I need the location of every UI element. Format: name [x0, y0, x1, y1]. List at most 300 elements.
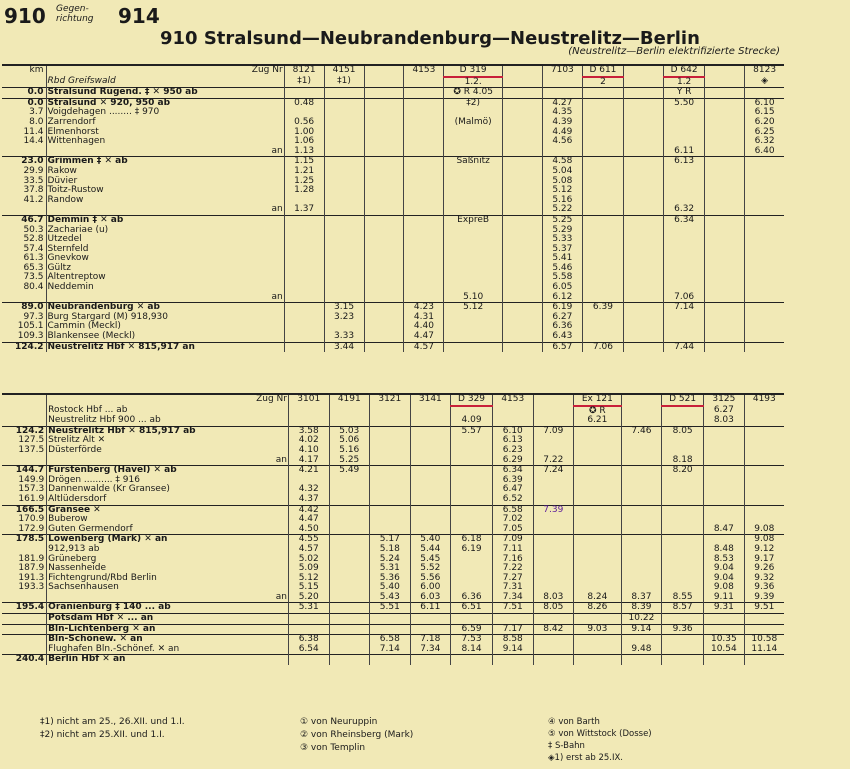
- time-cell: [444, 322, 503, 332]
- time-cell: [624, 108, 664, 118]
- time-cell: 1.15: [284, 157, 324, 167]
- time-cell: [364, 303, 404, 313]
- km-cell: 193.3: [18, 582, 45, 593]
- time-cell: [582, 264, 623, 274]
- time-cell: [324, 177, 364, 187]
- time-cell: [404, 205, 444, 215]
- time-cell: [624, 254, 664, 264]
- time-cell: 10.22: [621, 614, 662, 625]
- time-cell: [284, 332, 324, 342]
- time-cell: 6.13: [493, 436, 534, 446]
- rbd-label: Rbd Greifswald: [46, 77, 284, 88]
- time-cell: 1.28: [284, 186, 324, 196]
- time-cell: [451, 564, 493, 574]
- time-cell: 6.10: [745, 98, 784, 108]
- time-cell: [745, 235, 784, 245]
- footnote: ‡ S-Bahn: [548, 741, 585, 751]
- time-cell: [370, 655, 411, 665]
- station-cell: Grüneberg: [47, 555, 289, 565]
- time-cell: [664, 322, 705, 332]
- time-cell: [502, 98, 542, 108]
- train-number: D 521: [662, 394, 704, 406]
- km-cell: 50.3: [23, 224, 44, 235]
- station-cell: Strelitz Alt ✕: [47, 436, 289, 446]
- time-cell: 6.51: [451, 603, 493, 614]
- station-cell: Flughafen Bln.-Schönef. ✕ an: [47, 645, 289, 655]
- time-cell: [502, 196, 542, 206]
- time-cell: 9.48: [621, 645, 662, 655]
- time-cell: [324, 226, 364, 236]
- train-number: 7103: [542, 65, 582, 77]
- time-cell: 7.34: [493, 593, 534, 603]
- station-cell: Stralsund Rügend. ‡ ✕ 950 ab: [46, 88, 284, 99]
- station-cell: Gültz: [46, 264, 284, 274]
- time-cell: [582, 226, 623, 236]
- time-cell: 5.25: [542, 215, 582, 225]
- time-cell: [582, 88, 623, 99]
- km-cell: [2, 614, 47, 625]
- table-row: [2, 614, 784, 625]
- train-number: 4193: [744, 394, 784, 406]
- time-cell: [404, 147, 444, 157]
- train-number: Ex 121: [574, 394, 622, 406]
- time-cell: [662, 555, 704, 565]
- time-cell: [451, 555, 493, 565]
- time-cell: 7.17: [493, 624, 534, 635]
- time-cell: [621, 406, 662, 417]
- time-cell: [745, 205, 784, 215]
- station-cell: an: [46, 147, 284, 157]
- time-cell: [284, 293, 324, 303]
- time-cell: [745, 186, 784, 196]
- time-cell: [502, 118, 542, 128]
- time-cell: 8.42: [533, 624, 574, 635]
- time-cell: [410, 515, 451, 525]
- time-cell: [574, 485, 622, 495]
- time-cell: [582, 245, 623, 255]
- time-cell: 6.13: [664, 157, 705, 167]
- km-cell: 157.3: [18, 484, 45, 495]
- time-cell: [324, 186, 364, 196]
- time-cell: [451, 655, 493, 665]
- time-cell: [705, 235, 745, 245]
- km-cell: 124.2: [15, 425, 45, 436]
- time-cell: 1.13: [284, 147, 324, 157]
- station-cell: Cammin (Meckl): [46, 322, 284, 332]
- station-cell: Buberow: [47, 515, 289, 525]
- table-row: [2, 293, 784, 303]
- time-cell: [533, 614, 574, 625]
- time-cell: [451, 614, 493, 625]
- time-cell: [329, 416, 370, 426]
- time-cell: [745, 215, 784, 225]
- time-cell: [624, 88, 664, 99]
- time-cell: 7.46: [621, 426, 662, 436]
- time-cell: 8.39: [621, 603, 662, 614]
- time-cell: [705, 215, 745, 225]
- time-cell: [444, 332, 503, 342]
- time-cell: [444, 196, 503, 206]
- time-cell: [704, 446, 745, 456]
- time-cell: [404, 245, 444, 255]
- time-cell: [574, 635, 622, 645]
- time-cell: [704, 655, 745, 665]
- time-cell: [621, 525, 662, 535]
- time-cell: [329, 624, 370, 635]
- time-cell: [664, 254, 705, 264]
- station-cell: an: [47, 456, 289, 466]
- km-cell: 41.2: [23, 194, 44, 205]
- time-cell: [329, 515, 370, 525]
- time-cell: [410, 446, 451, 456]
- time-cell: [664, 177, 705, 187]
- time-cell: [284, 264, 324, 274]
- station-cell: Wittenhagen: [46, 137, 284, 147]
- time-cell: [364, 147, 404, 157]
- time-cell: [662, 495, 704, 505]
- km-cell: 3.7: [29, 107, 44, 118]
- table-row: [2, 215, 784, 225]
- time-cell: 8.47: [704, 525, 745, 535]
- time-cell: [582, 332, 623, 342]
- train-note: [542, 77, 582, 88]
- time-cell: [329, 485, 370, 495]
- station-cell: Berlin Hbf ✕ an: [47, 655, 289, 665]
- time-cell: [582, 167, 623, 177]
- footnote: ① von Neuruppin: [300, 717, 378, 727]
- page-title: 910 Stralsund—Neubrandenburg—Neustrelitz—Berlin: [160, 28, 700, 49]
- time-cell: 9.32: [744, 574, 784, 584]
- time-cell: [624, 118, 664, 128]
- time-cell: [624, 177, 664, 187]
- time-cell: ✪ R: [574, 406, 622, 417]
- train-number: 4151: [324, 65, 364, 77]
- km-cell: [2, 205, 46, 215]
- time-cell: [451, 525, 493, 535]
- time-cell: [621, 466, 662, 476]
- time-cell: [444, 342, 503, 352]
- time-cell: [705, 128, 745, 138]
- time-cell: [451, 446, 493, 456]
- time-cell: [664, 118, 705, 128]
- time-cell: [370, 456, 411, 466]
- km-cell: 137.5: [18, 444, 45, 455]
- time-cell: [284, 283, 324, 293]
- time-cell: [624, 313, 664, 323]
- time-cell: 9.14: [621, 624, 662, 635]
- timetable-section-2: [2, 393, 784, 665]
- time-cell: 8.14: [451, 645, 493, 655]
- time-cell: 5.03: [329, 426, 370, 436]
- time-cell: [329, 535, 370, 545]
- time-cell: [502, 88, 542, 99]
- station-cell: Grimmen ‡ ✕ ab: [46, 157, 284, 167]
- station-cell: Randow: [46, 196, 284, 206]
- time-cell: 5.22: [542, 205, 582, 215]
- time-cell: 8.05: [662, 426, 704, 436]
- time-cell: [533, 645, 574, 655]
- table-row: [2, 108, 784, 118]
- time-cell: 6.57: [542, 342, 582, 352]
- page-subtitle: (Neustrelitz—Berlin elektrifizierte Strecke): [568, 46, 780, 57]
- time-cell: 5.12: [288, 574, 329, 584]
- time-cell: [705, 303, 745, 313]
- station-cell: Zarrendorf: [46, 118, 284, 128]
- time-cell: 4.55: [288, 535, 329, 545]
- time-cell: [745, 332, 784, 342]
- time-cell: 1.00: [284, 128, 324, 138]
- time-cell: 4.42: [288, 505, 329, 515]
- time-cell: 7.06: [664, 293, 705, 303]
- station-cell: Elmenhorst: [46, 128, 284, 138]
- station-cell: Bln-Schönew. ✕ an: [47, 635, 289, 645]
- time-cell: [364, 245, 404, 255]
- time-cell: [364, 226, 404, 236]
- time-cell: [664, 313, 705, 323]
- time-cell: [662, 515, 704, 525]
- time-cell: [364, 196, 404, 206]
- time-cell: [574, 645, 622, 655]
- time-cell: [410, 476, 451, 486]
- time-cell: 5.46: [542, 264, 582, 274]
- time-cell: [324, 264, 364, 274]
- time-cell: [284, 215, 324, 225]
- time-cell: 9.26: [744, 564, 784, 574]
- time-cell: [582, 177, 623, 187]
- time-cell: [533, 495, 574, 505]
- time-cell: 8.03: [533, 593, 574, 603]
- gegenrichtung-label: Gegen- richtung: [56, 4, 94, 24]
- km-cell: 33.5: [23, 175, 44, 186]
- time-cell: [404, 128, 444, 138]
- time-cell: [582, 283, 623, 293]
- time-cell: [744, 416, 784, 426]
- time-cell: [744, 456, 784, 466]
- footnotes-col-3: [548, 716, 652, 764]
- time-cell: 6.32: [664, 205, 705, 215]
- time-cell: [404, 186, 444, 196]
- time-cell: [329, 564, 370, 574]
- time-cell: [745, 322, 784, 332]
- time-cell: 6.03: [410, 593, 451, 603]
- time-cell: [621, 456, 662, 466]
- time-cell: [502, 303, 542, 313]
- time-cell: [410, 416, 451, 426]
- time-cell: [624, 342, 664, 352]
- train-number: [621, 394, 662, 406]
- time-cell: [324, 98, 364, 108]
- train-number: 3121: [370, 394, 411, 406]
- time-cell: 6.15: [745, 108, 784, 118]
- station-cell: Fürstenberg (Havel) ✕ ab: [47, 466, 289, 476]
- time-cell: [582, 313, 623, 323]
- table-row: [2, 655, 784, 665]
- time-cell: [745, 264, 784, 274]
- time-cell: [744, 466, 784, 476]
- time-cell: 6.19: [542, 303, 582, 313]
- train-number: [533, 394, 574, 406]
- time-cell: [370, 614, 411, 625]
- time-cell: [624, 332, 664, 342]
- time-cell: [574, 564, 622, 574]
- time-cell: [533, 416, 574, 426]
- time-cell: [582, 186, 623, 196]
- time-cell: [451, 495, 493, 505]
- time-cell: 6.39: [493, 476, 534, 486]
- time-cell: 5.24: [370, 555, 411, 565]
- time-cell: [364, 332, 404, 342]
- time-cell: [444, 177, 503, 187]
- table-row: [2, 128, 784, 138]
- table-row: [2, 254, 784, 264]
- time-cell: [624, 196, 664, 206]
- time-cell: [324, 235, 364, 245]
- time-cell: 7.11: [493, 545, 534, 555]
- time-cell: 5.29: [542, 226, 582, 236]
- time-cell: 7.34: [410, 645, 451, 655]
- train-number: 3141: [410, 394, 451, 406]
- time-cell: [574, 495, 622, 505]
- time-cell: [502, 215, 542, 225]
- time-cell: [370, 515, 411, 525]
- time-cell: [502, 283, 542, 293]
- table-number-left: 910: [4, 4, 46, 28]
- time-cell: [621, 416, 662, 426]
- time-cell: [502, 264, 542, 274]
- time-cell: [582, 147, 623, 157]
- time-cell: [582, 322, 623, 332]
- time-cell: [324, 215, 364, 225]
- time-cell: 7.24: [533, 466, 574, 476]
- time-cell: [664, 235, 705, 245]
- time-cell: 7.16: [493, 555, 534, 565]
- station-cell: Gnevkow: [46, 254, 284, 264]
- time-cell: 5.50: [664, 98, 705, 108]
- time-cell: [451, 515, 493, 525]
- table-row: [2, 446, 784, 456]
- time-cell: [574, 505, 622, 515]
- time-cell: [364, 342, 404, 352]
- time-cell: [662, 535, 704, 545]
- time-cell: [624, 235, 664, 245]
- time-cell: [745, 273, 784, 283]
- time-cell: 7.06: [582, 342, 623, 352]
- time-cell: Saßnitz: [444, 157, 503, 167]
- time-cell: [705, 177, 745, 187]
- time-cell: [744, 505, 784, 515]
- time-cell: [621, 545, 662, 555]
- time-cell: [705, 157, 745, 167]
- time-cell: 7.14: [664, 303, 705, 313]
- time-cell: [329, 476, 370, 486]
- time-cell: [705, 108, 745, 118]
- time-cell: 6.21: [574, 416, 622, 426]
- time-cell: [444, 264, 503, 274]
- time-cell: [533, 545, 574, 555]
- km-cell: 0.0: [27, 97, 44, 108]
- time-cell: [502, 322, 542, 332]
- time-cell: [451, 476, 493, 486]
- time-cell: 5.12: [444, 303, 503, 313]
- time-cell: [744, 446, 784, 456]
- station-cell: Fichtengrund/Rbd Berlin: [47, 574, 289, 584]
- time-cell: 6.47: [493, 485, 534, 495]
- time-cell: 8.20: [662, 466, 704, 476]
- time-cell: 6.40: [745, 147, 784, 157]
- km-cell: 191.3: [18, 572, 45, 583]
- time-cell: 6.36: [451, 593, 493, 603]
- time-cell: 10.54: [704, 645, 745, 655]
- time-cell: [624, 98, 664, 108]
- train-number: 8123: [745, 65, 784, 77]
- station-cell: Voigdehagen ........ ‡ 970: [46, 108, 284, 118]
- km-cell: 80.4: [23, 282, 44, 293]
- time-cell: 7.22: [493, 564, 534, 574]
- time-cell: [624, 137, 664, 147]
- km-cell: [2, 416, 47, 426]
- time-cell: [533, 555, 574, 565]
- time-cell: [664, 226, 705, 236]
- time-cell: 4.50: [288, 525, 329, 535]
- time-cell: 4.56: [542, 137, 582, 147]
- table-row: [2, 264, 784, 274]
- station-cell: an: [47, 593, 289, 603]
- time-cell: [502, 137, 542, 147]
- time-cell: [705, 254, 745, 264]
- time-cell: [662, 505, 704, 515]
- time-cell: [582, 108, 623, 118]
- time-cell: [329, 645, 370, 655]
- train-note: ‡1): [284, 77, 324, 88]
- time-cell: 1.06: [284, 137, 324, 147]
- km-cell: [2, 635, 47, 645]
- time-cell: [364, 98, 404, 108]
- km-cell: 37.8: [23, 185, 44, 196]
- time-cell: 3.44: [324, 342, 364, 352]
- footnote: ⑤ von Wittstock (Dosse): [548, 729, 652, 739]
- time-cell: [582, 118, 623, 128]
- time-cell: [705, 313, 745, 323]
- time-cell: [704, 505, 745, 515]
- time-cell: 5.40: [410, 535, 451, 545]
- table-row: [2, 332, 784, 342]
- station-cell: Sachsenhausen: [47, 583, 289, 593]
- time-cell: 6.54: [288, 645, 329, 655]
- time-cell: [705, 226, 745, 236]
- time-cell: [533, 655, 574, 665]
- time-cell: [370, 476, 411, 486]
- train-number: 3101: [288, 394, 329, 406]
- time-cell: 6.25: [745, 128, 784, 138]
- time-cell: [502, 186, 542, 196]
- time-cell: 9.04: [704, 564, 745, 574]
- time-cell: [404, 137, 444, 147]
- time-cell: [705, 196, 745, 206]
- time-cell: [404, 215, 444, 225]
- time-cell: [324, 273, 364, 283]
- time-cell: 9.36: [744, 583, 784, 593]
- station-cell: Potsdam Hbf ✕ ... an: [47, 614, 289, 625]
- station-cell: Guten Germendorf: [47, 525, 289, 535]
- time-cell: 7.53: [451, 635, 493, 645]
- train-note: [624, 77, 664, 88]
- time-cell: [493, 614, 534, 625]
- time-cell: 1.21: [284, 167, 324, 177]
- time-cell: 4.47: [288, 515, 329, 525]
- time-cell: [364, 293, 404, 303]
- time-cell: [533, 535, 574, 545]
- time-cell: [404, 118, 444, 128]
